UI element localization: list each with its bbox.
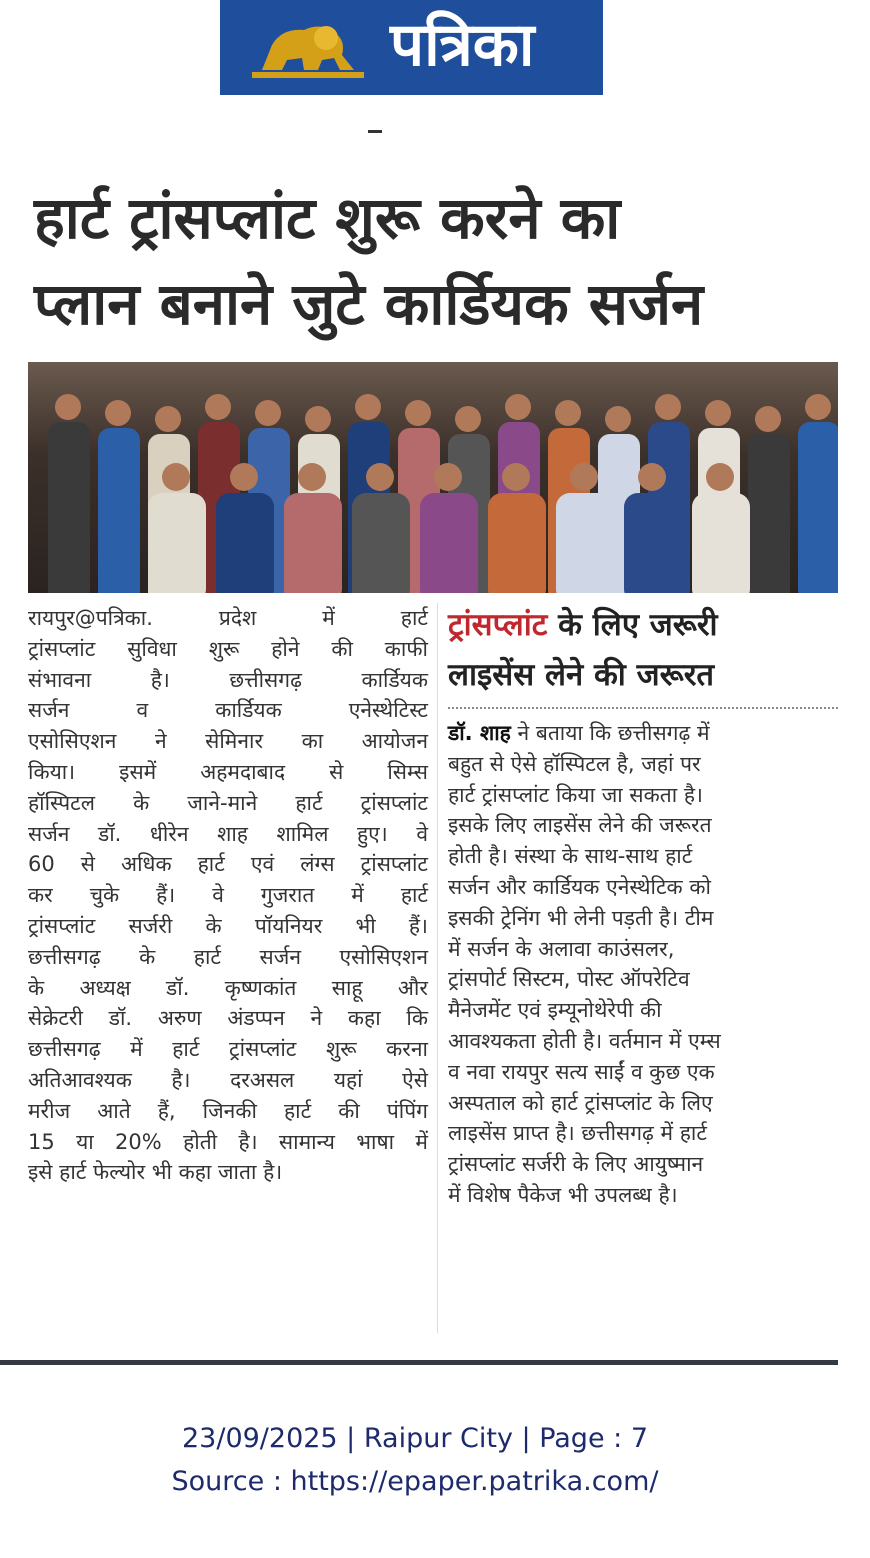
- divider-mark: [368, 130, 382, 133]
- text-line: किया। इसमें अहमदाबाद से सिम्स: [28, 759, 428, 784]
- headline: [34, 175, 834, 347]
- text-line: बहुत से ऐसे हॉस्पिटल है, जहां पर: [448, 751, 701, 776]
- text-line: अस्पताल को हार्ट ट्रांसप्लांट के लिए: [448, 1090, 713, 1115]
- text-line: कर चुके हैं। वे गुजरात में हार्ट: [28, 883, 428, 908]
- dotted-divider: [448, 707, 838, 709]
- masthead-logo: [220, 0, 603, 95]
- text-line: व नवा रायपुर सत्य साईं व कुछ एक: [448, 1059, 715, 1084]
- text-line: ट्रांसपोर्ट सिस्टम, पोस्ट ऑपरेटिव: [448, 967, 690, 992]
- text-line: अतिआवश्यक है। दरअसल यहां ऐसे: [28, 1067, 428, 1092]
- person-figure: [98, 400, 140, 593]
- text-line: सर्जन डॉ. धीरेन शाह शामिल हुए। वे: [28, 821, 428, 846]
- text-line: में सर्जन के अलावा काउंसलर,: [448, 936, 675, 961]
- right-column: [448, 718, 838, 1211]
- footer-date-page: 23/09/2025 | Raipur City | Page : 7: [181, 1423, 648, 1454]
- subheading-text: के लिए जरूरी: [547, 607, 718, 643]
- text-line: छत्तीसगढ़ के हार्ट सर्जन एसोसिएशन: [28, 944, 428, 969]
- column-divider: [437, 603, 438, 1333]
- lead-name: डॉ. शाह: [448, 721, 511, 745]
- lion-icon: [242, 10, 372, 85]
- footer-source: Source : https://epaper.patrika.com/: [171, 1466, 659, 1497]
- text-line: सर्जन व कार्डियक एनेस्थेटिस्ट: [28, 698, 428, 723]
- text-line: [448, 718, 838, 749]
- person-figure: [798, 394, 838, 593]
- text-line: हॉस्पिटल के जाने-माने हार्ट ट्रांसप्लांट: [28, 790, 428, 815]
- text-line: सेक्रेटरी डॉ. अरुण अंडप्पन ने कहा कि: [28, 1006, 428, 1031]
- text-line: मरीज आते हैं, जिनकी हार्ट की पंपिंग: [28, 1098, 428, 1123]
- text-line: लाइसेंस प्राप्त है। छत्तीसगढ़ में हार्ट: [448, 1121, 707, 1146]
- text-line: इसके लिए लाइसेंस लेने की जरूरत: [448, 813, 712, 838]
- text-line: ट्रांसप्लांट सुविधा शुरू होने की काफी: [28, 636, 428, 661]
- text-line: इसे हार्ट फेल्योर भी कहा जाता है।: [28, 1160, 283, 1185]
- text-line: में विशेष पैकेज भी उपलब्ध है।: [448, 1182, 678, 1207]
- text-line: 60 से अधिक हार्ट एवं लंग्स ट्रांसप्लांट: [28, 852, 428, 877]
- text-line: इसकी ट्रेनिंग भी लेनी पड़ती है। टीम: [448, 905, 714, 930]
- subheading-line: लाइसेंस लेने की जरूरत: [448, 657, 715, 693]
- text-line: सर्जन और कार्डियक एनेस्थेटिक को: [448, 874, 711, 899]
- person-figure: [748, 406, 790, 593]
- text-line: 15 या 20% होती है। सामान्य भाषा में: [28, 1129, 428, 1154]
- text-line: संभावना है। छत्तीसगढ़ कार्डियक: [28, 667, 428, 692]
- headline-line: प्लान बनाने जुटे कार्डियक सर्जन: [34, 270, 704, 338]
- left-column: [28, 603, 428, 1188]
- group-photo-people: [28, 362, 838, 593]
- text-line: ट्रांसप्लांट सर्जरी के लिए आयुष्मान: [448, 1152, 704, 1177]
- text-line: ट्रांसप्लांट सर्जरी के पॉयनियर भी हैं।: [28, 913, 428, 938]
- text-line: छत्तीसगढ़ में हार्ट ट्रांसप्लांट शुरू करना: [28, 1037, 428, 1062]
- text-line: मैनेजमेंट एवं इम्यूनोथेरेपी की: [448, 998, 662, 1023]
- text-line: रायपुर@पत्रिका. प्रदेश में हार्ट: [28, 606, 428, 630]
- group-photo: [28, 362, 838, 593]
- text-line: हार्ट ट्रांसप्लांट किया जा सकता है।: [448, 782, 703, 807]
- text-line: आवश्यकता होती है। वर्तमान में एम्स: [448, 1028, 721, 1053]
- subheading: [448, 600, 838, 700]
- text-fragment: ने बताया कि छत्तीसगढ़ में: [510, 721, 710, 745]
- headline-line: हार्ट ट्रांसप्लांट शुरू करने का: [34, 184, 621, 252]
- text-line: एसोसिएशन ने सेमिनार का आयोजन: [28, 729, 428, 754]
- subheading-highlight: ट्रांसप्लांट: [448, 607, 548, 643]
- logo-text: पत्रिका: [390, 10, 535, 80]
- text-line: के अध्यक्ष डॉ. कृष्णकांत साहू और: [28, 975, 428, 1000]
- person-figure: [48, 394, 90, 593]
- text-line: होती है। संस्था के साथ-साथ हार्ट: [448, 844, 693, 869]
- bottom-rule: [0, 1360, 838, 1365]
